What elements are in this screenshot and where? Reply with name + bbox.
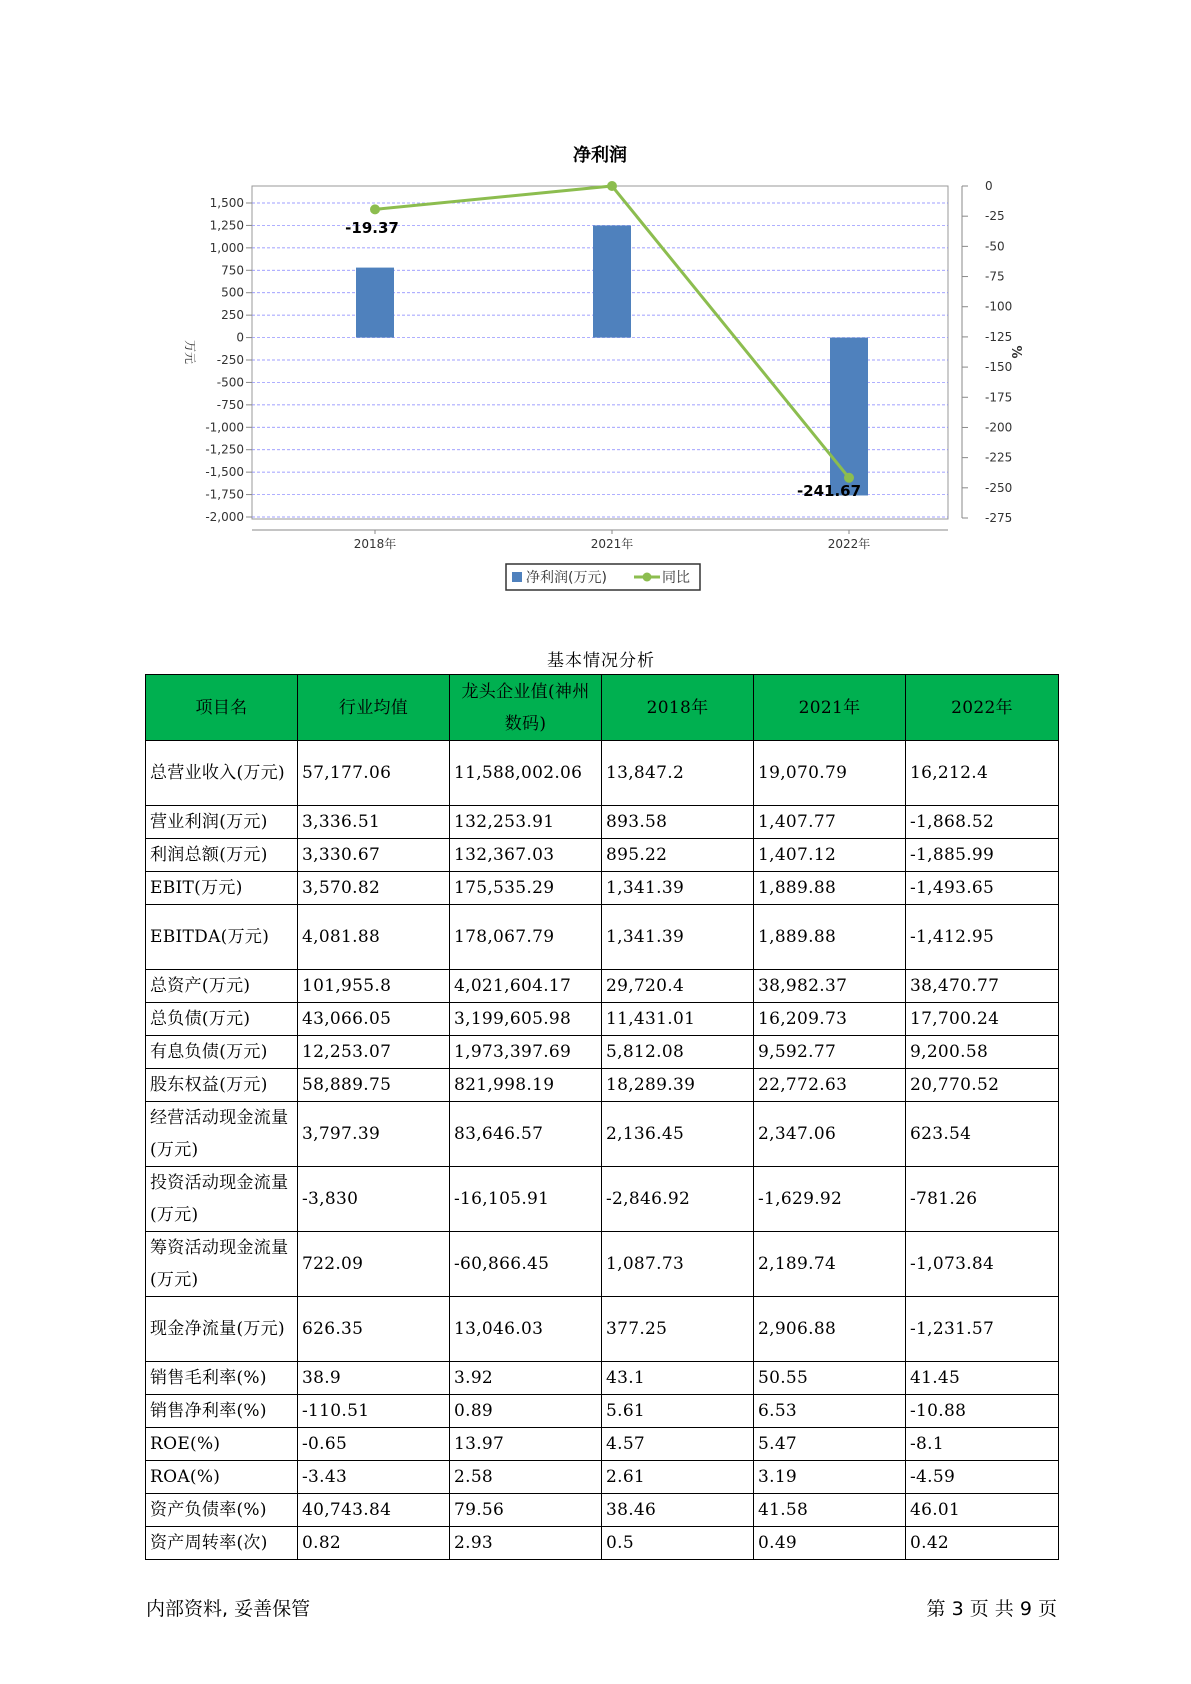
y2-axis-label: %: [1008, 345, 1023, 359]
value-cell: -3,830: [298, 1167, 450, 1232]
value-cell: 821,998.19: [450, 1069, 602, 1102]
value-cell: -60,866.45: [450, 1232, 602, 1297]
value-cell: 893.58: [602, 806, 754, 839]
table-row: [146, 1494, 1059, 1527]
value-cell: 895.22: [602, 839, 754, 872]
row-name-cell: 经营活动现金流量(万元): [146, 1102, 298, 1167]
chart-title: 净利润: [573, 145, 627, 166]
bar-2018年: [356, 268, 394, 338]
table-header-row: [146, 675, 1059, 741]
value-cell: -3.43: [298, 1461, 450, 1494]
value-cell: 11,431.01: [602, 1003, 754, 1036]
value-cell: 5.47: [754, 1428, 906, 1461]
row-name-cell: ROE(%): [146, 1428, 298, 1461]
table-row: [146, 839, 1059, 872]
header-cell: 2018年: [602, 675, 754, 741]
value-cell: 132,253.91: [450, 806, 602, 839]
value-cell: -1,073.84: [906, 1232, 1059, 1297]
value-cell: 5.61: [602, 1395, 754, 1428]
row-name-cell: 资产周转率(次): [146, 1527, 298, 1560]
value-cell: 38.46: [602, 1494, 754, 1527]
table-row: [146, 872, 1059, 905]
value-cell: 4,021,604.17: [450, 970, 602, 1003]
value-cell: 50.55: [754, 1362, 906, 1395]
row-name-cell: 营业利润(万元): [146, 806, 298, 839]
value-cell: -1,885.99: [906, 839, 1059, 872]
value-cell: 41.58: [754, 1494, 906, 1527]
y2-tick-label: -225: [985, 450, 1013, 465]
legend-bar-swatch: [512, 572, 522, 582]
value-cell: 16,209.73: [754, 1003, 906, 1036]
data-label: -241.67: [796, 482, 862, 500]
row-name-cell: 股东权益(万元): [146, 1069, 298, 1102]
table-row: [146, 1461, 1059, 1494]
value-cell: 38,982.37: [754, 970, 906, 1003]
value-cell: 623.54: [906, 1102, 1059, 1167]
y-tick-label: 500: [221, 285, 244, 300]
y-tick-label: 1,000: [209, 240, 244, 255]
value-cell: 377.25: [602, 1297, 754, 1362]
value-cell: 0.42: [906, 1527, 1059, 1560]
row-name-cell: 投资活动现金流量(万元): [146, 1167, 298, 1232]
value-cell: -8.1: [906, 1428, 1059, 1461]
value-cell: -10.88: [906, 1395, 1059, 1428]
table-body: [146, 741, 1059, 1560]
y2-tick-label: -125: [985, 329, 1013, 344]
x-axis-labels: [354, 530, 871, 551]
value-cell: 6.53: [754, 1395, 906, 1428]
bar-2021年: [593, 225, 631, 337]
y-tick-label: 1,500: [209, 196, 244, 210]
value-cell: 2,136.45: [602, 1102, 754, 1167]
value-cell: 13.97: [450, 1428, 602, 1461]
legend-line-marker: [643, 573, 652, 582]
y-tick-label: -750: [216, 397, 244, 412]
value-cell: 0.89: [450, 1395, 602, 1428]
value-cell: -110.51: [298, 1395, 450, 1428]
row-name-cell: 现金净流量(万元): [146, 1297, 298, 1362]
value-cell: 3,330.67: [298, 839, 450, 872]
row-name-cell: 有息负债(万元): [146, 1036, 298, 1069]
value-cell: 1,889.88: [754, 872, 906, 905]
value-cell: 3.92: [450, 1362, 602, 1395]
y-tick-label: -500: [216, 375, 244, 390]
y-tick-label: 0: [236, 330, 244, 345]
value-cell: 3.19: [754, 1461, 906, 1494]
y2-tick-label: -25: [985, 209, 1005, 224]
value-cell: 43,066.05: [298, 1003, 450, 1036]
page-prefix: 第: [926, 1598, 946, 1620]
row-name-cell: EBIT(万元): [146, 872, 298, 905]
header-cell: 2022年: [906, 675, 1059, 741]
value-cell: 29,720.4: [602, 970, 754, 1003]
table-row: [146, 1362, 1059, 1395]
table-row: [146, 1428, 1059, 1461]
right-axis-ticks: [962, 179, 1012, 525]
yoy-point-2018年: [370, 204, 380, 214]
value-cell: 13,046.03: [450, 1297, 602, 1362]
value-cell: -16,105.91: [450, 1167, 602, 1232]
value-cell: 79.56: [450, 1494, 602, 1527]
value-cell: 178,067.79: [450, 905, 602, 970]
value-cell: 4.57: [602, 1428, 754, 1461]
legend-bar-label: 净利润(万元): [526, 570, 607, 586]
y-tick-label: -1,750: [205, 487, 244, 502]
y-tick-label: -2,000: [205, 510, 244, 524]
value-cell: 16,212.4: [906, 741, 1059, 806]
value-cell: 43.1: [602, 1362, 754, 1395]
page-suffix: 页: [1037, 1598, 1057, 1620]
value-cell: -781.26: [906, 1167, 1059, 1232]
value-cell: -0.65: [298, 1428, 450, 1461]
value-cell: 175,535.29: [450, 872, 602, 905]
table-row: [146, 905, 1059, 970]
value-cell: 22,772.63: [754, 1069, 906, 1102]
value-cell: 1,889.88: [754, 905, 906, 970]
y-tick-label: 250: [221, 308, 244, 323]
table-row: [146, 1527, 1059, 1560]
footer-confidential-note: 内部资料, 妥善保管: [146, 1598, 311, 1620]
legend-line-label: 同比: [662, 570, 690, 586]
chart-legend: [506, 564, 700, 590]
header-cell: 2021年: [754, 675, 906, 741]
value-cell: 1,407.77: [754, 806, 906, 839]
page-mid: 页 共: [969, 1598, 1014, 1620]
value-cell: 1,341.39: [602, 872, 754, 905]
value-cell: 1,087.73: [602, 1232, 754, 1297]
y-tick-label: 750: [221, 263, 244, 278]
table-row: [146, 1036, 1059, 1069]
row-name-cell: 总营业收入(万元): [146, 741, 298, 806]
value-cell: 101,955.8: [298, 970, 450, 1003]
value-cell: 41.45: [906, 1362, 1059, 1395]
value-cell: 3,570.82: [298, 872, 450, 905]
analysis-table: [145, 674, 1059, 1560]
value-cell: 722.09: [298, 1232, 450, 1297]
value-cell: -1,868.52: [906, 806, 1059, 839]
data-label: -19.37: [345, 219, 399, 237]
table-row: [146, 1395, 1059, 1428]
yoy-point-2021年: [607, 181, 617, 191]
value-cell: 20,770.52: [906, 1069, 1059, 1102]
value-cell: 18,289.39: [602, 1069, 754, 1102]
value-cell: 5,812.08: [602, 1036, 754, 1069]
y2-tick-label: -250: [985, 480, 1013, 495]
value-cell: 3,199,605.98: [450, 1003, 602, 1036]
y2-tick-label: -275: [985, 511, 1013, 525]
row-name-cell: 总负债(万元): [146, 1003, 298, 1036]
value-cell: 0.5: [602, 1527, 754, 1560]
value-cell: 46.01: [906, 1494, 1059, 1527]
y2-tick-label: -175: [985, 390, 1013, 405]
value-cell: 2,906.88: [754, 1297, 906, 1362]
row-name-cell: 总资产(万元): [146, 970, 298, 1003]
value-cell: 17,700.24: [906, 1003, 1059, 1036]
y2-tick-label: -100: [985, 299, 1013, 314]
table-row: [146, 1003, 1059, 1036]
value-cell: 58,889.75: [298, 1069, 450, 1102]
value-cell: 40,743.84: [298, 1494, 450, 1527]
value-cell: 9,200.58: [906, 1036, 1059, 1069]
table-row: [146, 1167, 1059, 1232]
net-profit-chart: [0, 0, 1191, 600]
y-tick-label: -1,500: [205, 465, 244, 480]
value-cell: 2.58: [450, 1461, 602, 1494]
header-cell: 龙头企业值(神州数码): [450, 675, 602, 741]
value-cell: 2,347.06: [754, 1102, 906, 1167]
value-cell: 38,470.77: [906, 970, 1059, 1003]
header-cell: 项目名: [146, 675, 298, 741]
y-tick-label: -1,000: [205, 420, 244, 435]
table-row: [146, 1102, 1059, 1167]
value-cell: 0.49: [754, 1527, 906, 1560]
value-cell: 626.35: [298, 1297, 450, 1362]
y2-tick-label: -200: [985, 420, 1013, 435]
value-cell: 132,367.03: [450, 839, 602, 872]
value-cell: 3,336.51: [298, 806, 450, 839]
value-cell: -1,493.65: [906, 872, 1059, 905]
value-cell: 2,189.74: [754, 1232, 906, 1297]
table-row: [146, 741, 1059, 806]
value-cell: -1,629.92: [754, 1167, 906, 1232]
row-name-cell: 销售毛利率(%): [146, 1362, 298, 1395]
x-tick-label: 2018年: [353, 537, 397, 551]
y-tick-label: 1,250: [209, 218, 244, 233]
value-cell: 1,341.39: [602, 905, 754, 970]
table-row: [146, 1232, 1059, 1297]
page-number: [927, 1594, 1057, 1621]
value-cell: 19,070.79: [754, 741, 906, 806]
row-name-cell: 筹资活动现金流量(万元): [146, 1232, 298, 1297]
table-caption: 基本情况分析: [547, 651, 655, 671]
value-cell: -1,231.57: [906, 1297, 1059, 1362]
page-current: 3: [951, 1598, 964, 1620]
value-cell: 38.9: [298, 1362, 450, 1395]
page-total: 9: [1019, 1598, 1032, 1620]
value-cell: 83,646.57: [450, 1102, 602, 1167]
value-cell: 9,592.77: [754, 1036, 906, 1069]
x-tick-label: 2021年: [590, 537, 634, 551]
row-name-cell: 销售净利率(%): [146, 1395, 298, 1428]
x-tick-label: 2022年: [827, 537, 871, 551]
value-cell: 4,081.88: [298, 905, 450, 970]
value-cell: 11,588,002.06: [450, 741, 602, 806]
bar-2022年: [830, 338, 868, 496]
value-cell: 0.82: [298, 1527, 450, 1560]
row-name-cell: ROA(%): [146, 1461, 298, 1494]
value-cell: -2,846.92: [602, 1167, 754, 1232]
value-cell: 12,253.07: [298, 1036, 450, 1069]
value-cell: 13,847.2: [602, 741, 754, 806]
y2-tick-label: -75: [985, 269, 1005, 284]
value-cell: 2.61: [602, 1461, 754, 1494]
value-cell: 3,797.39: [298, 1102, 450, 1167]
y-tick-label: -250: [216, 353, 244, 367]
table-row: [146, 806, 1059, 839]
value-cell: 1,407.12: [754, 839, 906, 872]
row-name-cell: 资产负债率(%): [146, 1494, 298, 1527]
value-cell: 57,177.06: [298, 741, 450, 806]
row-name-cell: EBITDA(万元): [146, 905, 298, 970]
y2-tick-label: 0: [985, 179, 993, 193]
table-row: [146, 1297, 1059, 1362]
value-cell: -1,412.95: [906, 905, 1059, 970]
y-axis-label: 万元: [183, 339, 197, 365]
value-cell: 1,973,397.69: [450, 1036, 602, 1069]
header-cell: 行业均值: [298, 675, 450, 741]
y2-tick-label: -50: [985, 239, 1005, 254]
table-row: [146, 1069, 1059, 1102]
left-axis-ticks: [205, 196, 252, 524]
table-row: [146, 970, 1059, 1003]
value-cell: 2.93: [450, 1527, 602, 1560]
y2-tick-label: -150: [985, 360, 1013, 375]
value-cell: -4.59: [906, 1461, 1059, 1494]
row-name-cell: 利润总额(万元): [146, 839, 298, 872]
y-tick-label: -1,250: [205, 442, 244, 457]
